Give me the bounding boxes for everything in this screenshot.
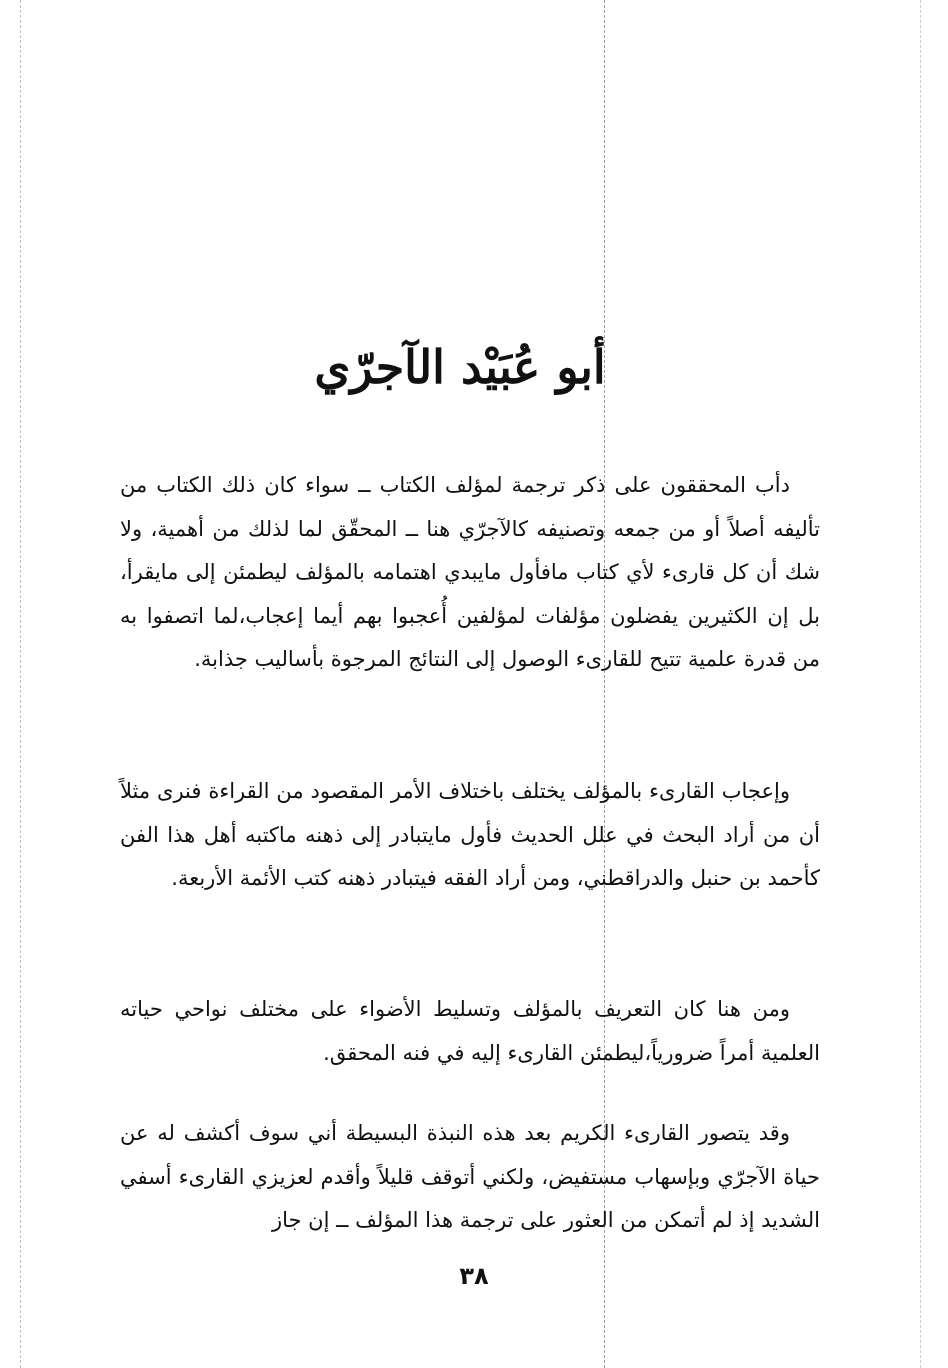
- paragraph-text: دأب المحققون على ذكر ترجمة لمؤلف الكتاب ــ سواء كان ذلك الكتاب من تأليفه أصلاً أو من جمعه وتصنيفه كالآجرّي هنا ــ المحقّق لما لذلك من أهمية، ولا شك أن كل قارىء لأي كتاب مافأول مايبدي اهتمامه بالمؤلف ليطمئن إلى مايقرأ، بل إن الكثيرين يفضلون مؤلفات لمؤلفين أُعجبوا بهم أيما إعجاب،لما اتصفوا به من قدرة علمية تتيح للقارىء الوصول إلى النتائج المرجوة بأساليب جذابة.: [120, 473, 820, 671]
- scan-edge-left: [20, 0, 21, 1368]
- scan-edge-right: [920, 0, 921, 1368]
- paragraph-4: [120, 1112, 820, 1243]
- paragraph-2: [120, 770, 820, 901]
- page-number: ٣٨: [459, 1262, 489, 1290]
- paragraph-3: [120, 988, 820, 1075]
- paragraph-text: وقد يتصور القارىء الكريم بعد هذه النبذة البسيطة أني سوف أكشف له عن حياة الآجرّي وبإسهاب مستفيض، ولكني أتوقف قليلاً وأقدم لعزيزي القارىء أسفي الشديد إذ لم أتمكن من العثور على ترجمة هذا المؤلف ــ إن جاز: [120, 1121, 820, 1232]
- paragraph-text: ومن هنا كان التعريف بالمؤلف وتسليط الأضواء على مختلف نواحي حياته العلمية أمراً ضرورياً،ليطمئن القارىء إليه في فنه المحقق.: [120, 997, 820, 1065]
- chapter-title: أبو عُبَيْد الآجرّي: [314, 340, 606, 394]
- paragraph-1: [120, 464, 820, 682]
- paragraph-text: وإعجاب القارىء بالمؤلف يختلف باختلاف الأمر المقصود من القراءة فنرى مثلاً أن من أراد البحث في علل الحديث فأول مايتبادر إلى ذهنه ماكتبه أهل هذا الفن كأحمد بن حنبل والدراقطني، ومن أراد الفقه فيتبادر ذهنه كتب الأئمة الأربعة.: [120, 779, 820, 890]
